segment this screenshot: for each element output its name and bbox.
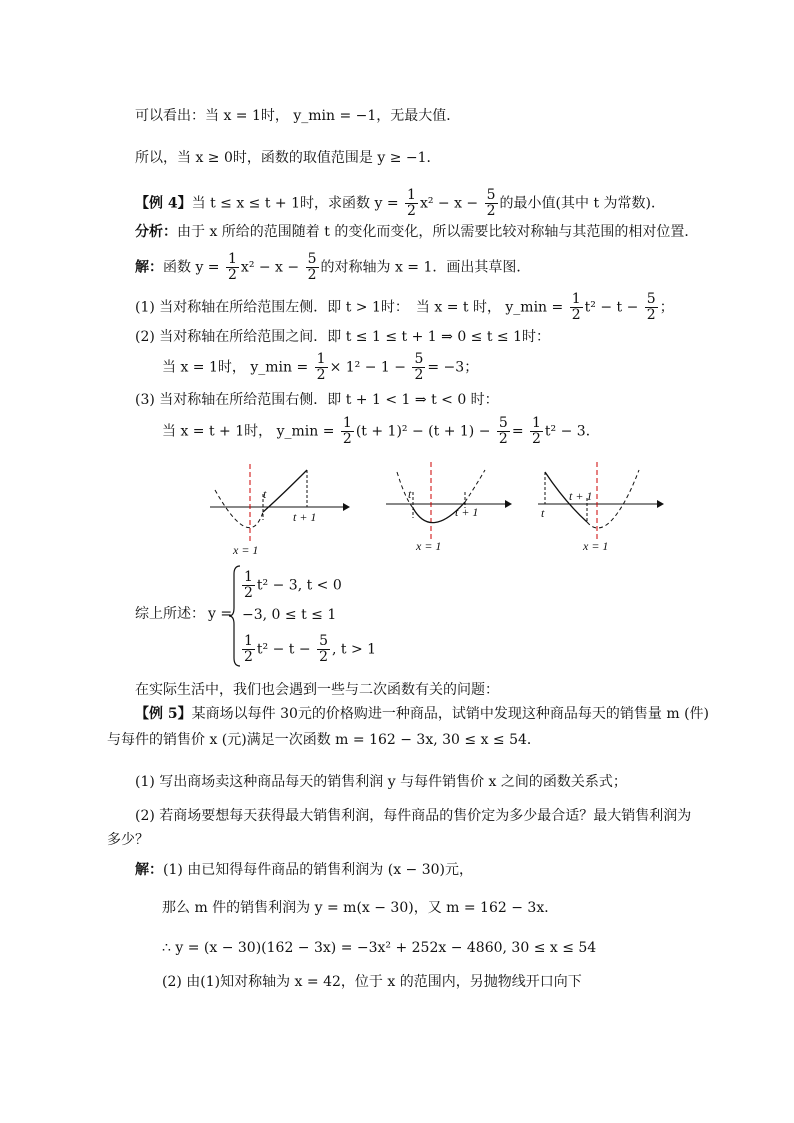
- graph-3-label-t: t: [541, 506, 545, 520]
- example-5-line-2: 与每件的销售价 x (元)满足一次函数 m = 162 − 3x, 30 ≤ x ≤ 54．: [107, 732, 541, 748]
- frac-five-halves: $\frac{5}{2}$: [486, 187, 496, 219]
- text-line-1: 可以看出：当 x = 1时， y_min = −1，无最大值．: [135, 108, 461, 124]
- frac-half: $\frac{1}{2}$: [316, 351, 326, 383]
- question-1: (1) 写出商场卖这种商品每天的销售利润 y 与每件销售价 x 之间的函数关系式；: [135, 774, 627, 790]
- graph-3-label-t1: t + 1: [569, 489, 593, 503]
- graph-2-label-t1: t + 1: [455, 505, 479, 519]
- analysis-line: [135, 222, 698, 242]
- case-3-text-d: t² − 3．: [544, 423, 600, 440]
- graph-3-label-axis: x = 1: [583, 539, 609, 553]
- answer-line-1: [135, 860, 473, 880]
- piecewise-row-1: [240, 570, 342, 601]
- example-4-tag: 【例 4】: [135, 195, 192, 212]
- case-3-line: (3) 当对称轴在所给范围右侧．即 t + 1 < 1 ⇒ t < 0 时：: [135, 392, 499, 408]
- text-line-2: 所以，当 x ≥ 0时，函数的取值范围是 y ≥ −1．: [135, 150, 441, 166]
- case-1-text-b: t² − t −: [584, 299, 639, 316]
- answer-tag: 解：: [135, 862, 163, 878]
- pw3-text-b: t² − t −: [256, 641, 311, 658]
- question-2-a: (2) 若商场要想每天获得最大销售利润，每件商品的售价定为多少最合适？最大销售利润为: [135, 808, 692, 824]
- answer-line-3: ∴ y = (x − 30)(162 − 3x) = −3x² + 252x − 4860, 30 ≤ x ≤ 54: [162, 940, 597, 956]
- case-2-line: (2) 当对称轴在所给范围之间．即 t ≤ 1 ≤ t + 1 ⇒ 0 ≤ t ≤ 1时：: [135, 329, 551, 345]
- sketch-graph-2: [383, 462, 513, 557]
- case-2-text-c: = −3；: [427, 359, 479, 376]
- graph-2-label-t: t: [408, 487, 412, 501]
- ex4-text-b: x² − x −: [419, 195, 479, 212]
- case-1-text-c: ；: [659, 299, 674, 316]
- example-5-line-1: [135, 704, 709, 724]
- frac-five-halves: $\frac{5}{2}$: [498, 415, 508, 447]
- summary-y: y =: [208, 606, 233, 622]
- graph-1-label-t: t: [263, 487, 267, 501]
- solution-text-b: x² − x −: [240, 259, 300, 276]
- sketch-graph-1: [205, 462, 350, 557]
- frac-half: $\frac{1}{2}$: [228, 251, 237, 283]
- frac-five-halves: $\frac{5}{2}$: [319, 633, 328, 665]
- piecewise-row-3: [240, 634, 376, 665]
- question-2-b: 多少？: [107, 832, 149, 848]
- case-3-text-a: 当 x = t + 1时， y_min =: [162, 423, 335, 440]
- analysis-text: 由于 x 所给的范围随着 t 的变化而变化，所以需要比较对称轴与其范围的相对位置．: [177, 224, 699, 240]
- analysis-tag: 分析：: [135, 224, 177, 240]
- answer-line-4: (2) 由(1)知对称轴为 x = 42，位于 x 的范围内，另抛物线开口向下: [162, 974, 582, 990]
- graph-2-label-axis: x = 1: [416, 539, 442, 553]
- frac-half: $\frac{1}{2}$: [342, 415, 352, 447]
- frac-half: $\frac{1}{2}$: [571, 291, 581, 323]
- case-3-text-b: (t + 1)² − (t + 1) −: [355, 423, 491, 440]
- life-line: 在实际生活中，我们也会遇到一些与二次函数有关的问题：: [135, 682, 499, 698]
- pw1-text: t² − 3, t < 0: [256, 577, 342, 594]
- example-5-text-a: 某商场以每件 30元的价格购进一种商品，试销中发现这种商品每天的销售量 m (件): [191, 706, 709, 722]
- solution-text-a: 函数 y =: [163, 259, 220, 276]
- case-2-text-b: × 1² − 1 −: [329, 359, 406, 376]
- frac-five-halves: $\frac{5}{2}$: [414, 351, 424, 383]
- solution-text-c: 的对称轴为 x = 1．画出其草图．: [320, 259, 531, 276]
- example-4-statement: [135, 188, 665, 219]
- frac-half: $\frac{1}{2}$: [244, 569, 253, 601]
- case-1-line: [135, 292, 674, 323]
- solution-tag: 解：: [135, 259, 163, 276]
- solution-line: [135, 252, 530, 283]
- case-2-result-line: [162, 352, 478, 383]
- pw3-text-c: , t > 1: [331, 641, 377, 658]
- ex4-text-c: 的最小值(其中 t 为常数)．: [499, 195, 665, 212]
- ex4-text-a: 当 t ≤ x ≤ t + 1时，求函数 y =: [191, 195, 399, 212]
- graph-1-label-axis: x = 1: [233, 543, 259, 557]
- case-1-text-a: (1) 当对称轴在所给范围左侧．即 t > 1时： 当 x = t 时， y_min =: [135, 299, 564, 316]
- answer-text-1: (1) 由已知得每件商品的销售利润为 (x − 30)元，: [163, 862, 473, 878]
- frac-five-halves: $\frac{5}{2}$: [646, 291, 656, 323]
- graph-1-label-t1: t + 1: [293, 510, 317, 524]
- example-5-tag: 【例 5】: [135, 706, 192, 722]
- frac-half: $\frac{1}{2}$: [407, 187, 416, 219]
- answer-line-2: 那么 m 件的销售利润为 y = m(x − 30)，又 m = 162 − 3x．: [162, 900, 559, 916]
- frac-half: $\frac{1}{2}$: [532, 415, 541, 447]
- case-3-text-c: =: [511, 423, 524, 440]
- piecewise-row-2: −3, 0 ≤ t ≤ 1: [242, 607, 337, 623]
- case-3-result-line: [162, 416, 600, 447]
- sketch-graph-3: [535, 462, 665, 557]
- case-2-text-a: 当 x = 1时， y_min =: [162, 359, 309, 376]
- frac-half: $\frac{1}{2}$: [244, 633, 253, 665]
- summary-tag: 综上所述：: [135, 606, 205, 622]
- frac-five-halves: $\frac{5}{2}$: [307, 251, 317, 283]
